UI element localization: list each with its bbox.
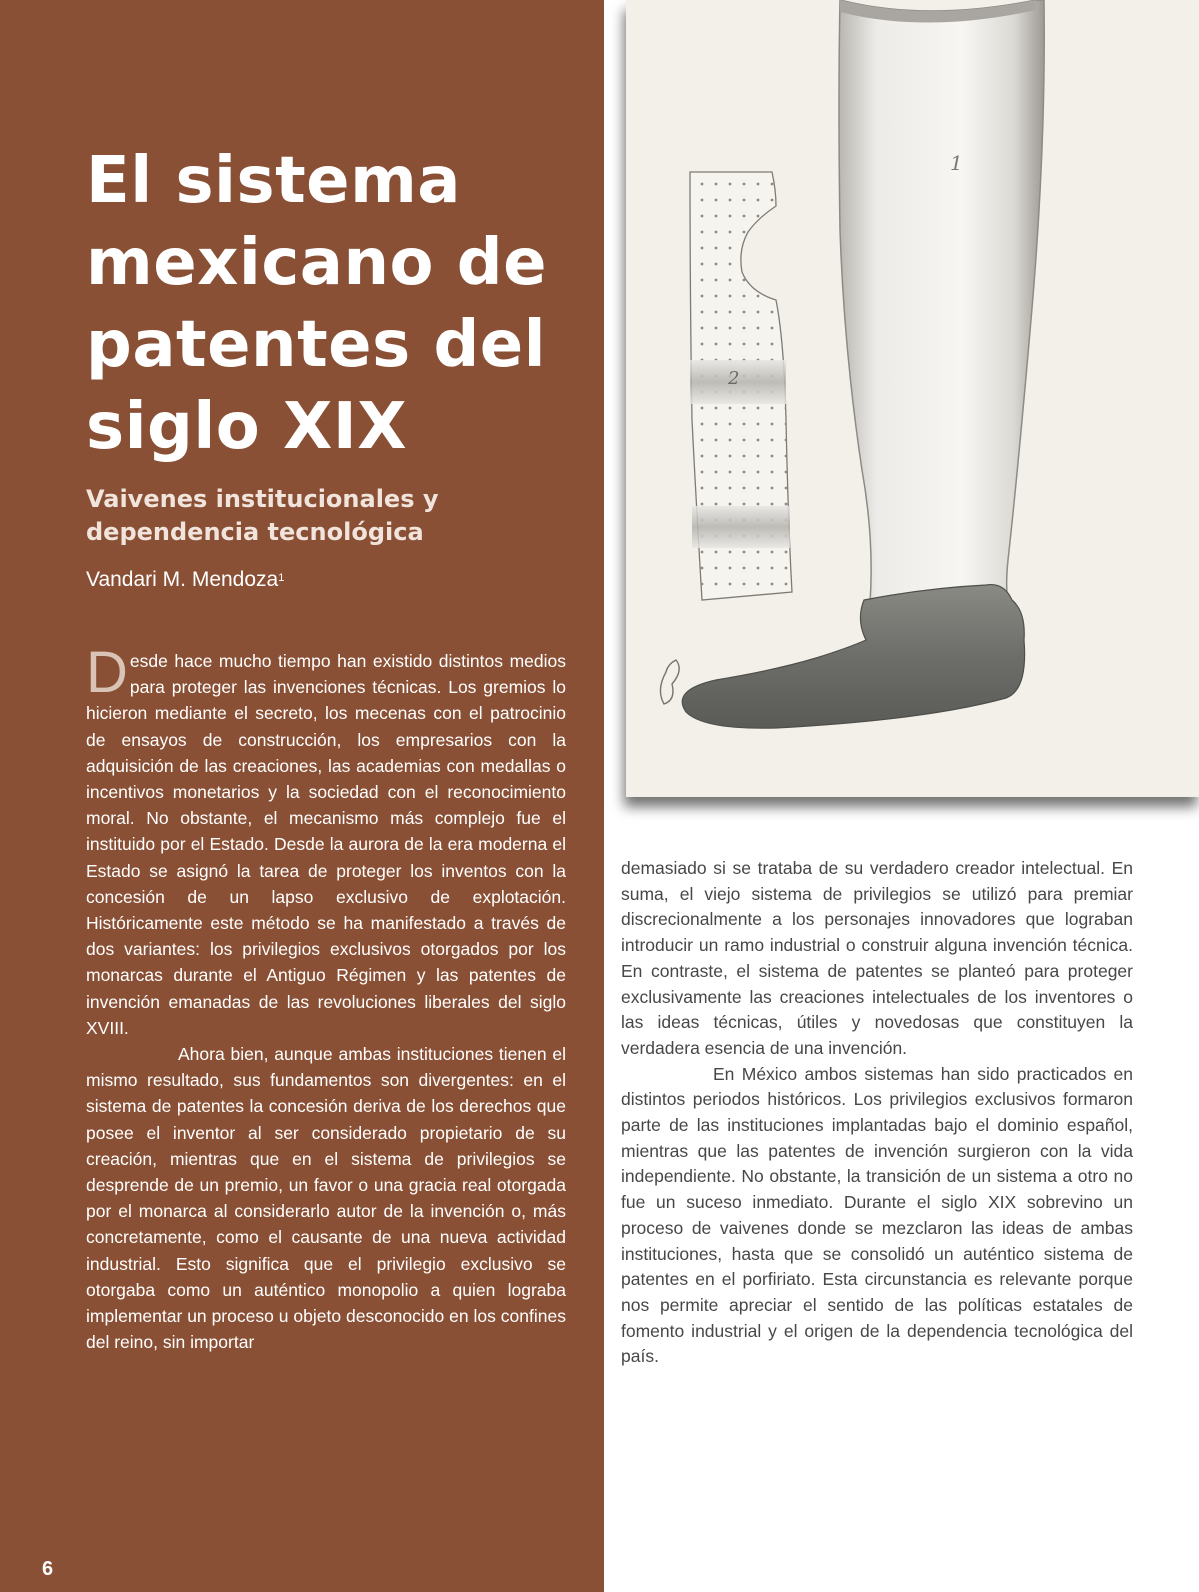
page-number: 6 <box>42 1558 54 1580</box>
illustration-svg <box>626 0 1199 797</box>
paragraph-3: demasiado si se trataba de su verdadero creador intelectual. En suma, el viejo sistema de privilegios se utilizó para premiar discrecionalmente a los personajes innovadores que lograban introducir un ramo industrial o construir alguna invención técnica. En contraste, el sistema de patentes se planteó para proteger exclusivamente las creaciones intelectuales de los inventores o las ideas técnicas, útiles y novedosas que constituyen la verdadera esencia de una invención. <box>621 858 1133 1058</box>
paragraph-4: En México ambos sistemas han sido practicados en distintos periodos históricos. Los privilegios exclusivos formaron parte de las instituciones implantadas bajo el dominio español, mientras que las patentes de invención surgieron con la vida independiente. No obstante, la transición de un sistema a otro no fue un suceso inmediato. Durante el siglo XIX sobrevino un proceso de vaivenes donde se mezclaron las ideas de ambas instituciones, hasta que se consolidó un auténtico sistema de patentes en el porfiriato. Esta circunstancia es relevante porque nos permite apreciar el sentido de las políticas estatales de fomento industrial y el origen de la dependencia tecnológica del país. <box>621 1063 1133 1367</box>
leg-prosthesis-illustration <box>626 0 1199 797</box>
article-title: El sistema mexicano de patentes del siglo XIX <box>86 144 547 464</box>
left-column <box>86 640 566 1355</box>
author-footnote-marker: 1 <box>278 572 285 584</box>
author-name: Vandari M. Mendoza <box>86 568 279 591</box>
article-subtitle: Vaivenes institucionales y dependencia tecnológica <box>86 485 439 546</box>
right-column <box>621 856 1133 1370</box>
figure-label-2: 2 <box>728 368 740 389</box>
drop-cap: D <box>86 640 128 705</box>
paragraph-1-text: esde hace mucho tiempo han existido distintos medios para proteger las invenciones técnicas. Los gremios lo hicieron mediante el secreto, los mecenas con el patrocinio de ensayos de construcción, los empresarios con la adquisición de las creaciones, las academias con medallas o incentivos monetarios y la sociedad con el reconocimiento moral. No obstante, el mecanismo más complejo fue el instituido por el Estado. Desde la aurora de la era moderna el Estado se asignó la tarea de proteger los inventos con la concesión de un lapso exclusivo de explotación. Históricamente este método se ha manifestado a través de dos variantes: los privilegios exclusivos otorgados por los monarcas durante el Antiguo Régimen y las patentes de invención emanadas de las revoluciones liberales del siglo XVIII. <box>86 651 566 1038</box>
author-line <box>86 566 284 594</box>
paragraph-1 <box>86 640 566 1041</box>
figure-label-1: 1 <box>950 151 963 175</box>
paragraph-2: Ahora bien, aunque ambas instituciones tienen el mismo resultado, sus fundamentos son divergentes: en el sistema de patentes la concesión deriva de los derechos que posee el inventor al ser considerado propietario de su creación, mientras que en el sistema de privilegios se desprende de un premio, un favor o una gracia real otorgada por el monarca al considerarlo autor de la invención o, más concretamente, como el causante de una nueva actividad industrial. Esto significa que el privilegio exclusivo se otorgaba como un auténtico monopolio a quien lograba implementar un proceso u objeto desconocido en los confines del reino, sin importar <box>86 1044 566 1353</box>
